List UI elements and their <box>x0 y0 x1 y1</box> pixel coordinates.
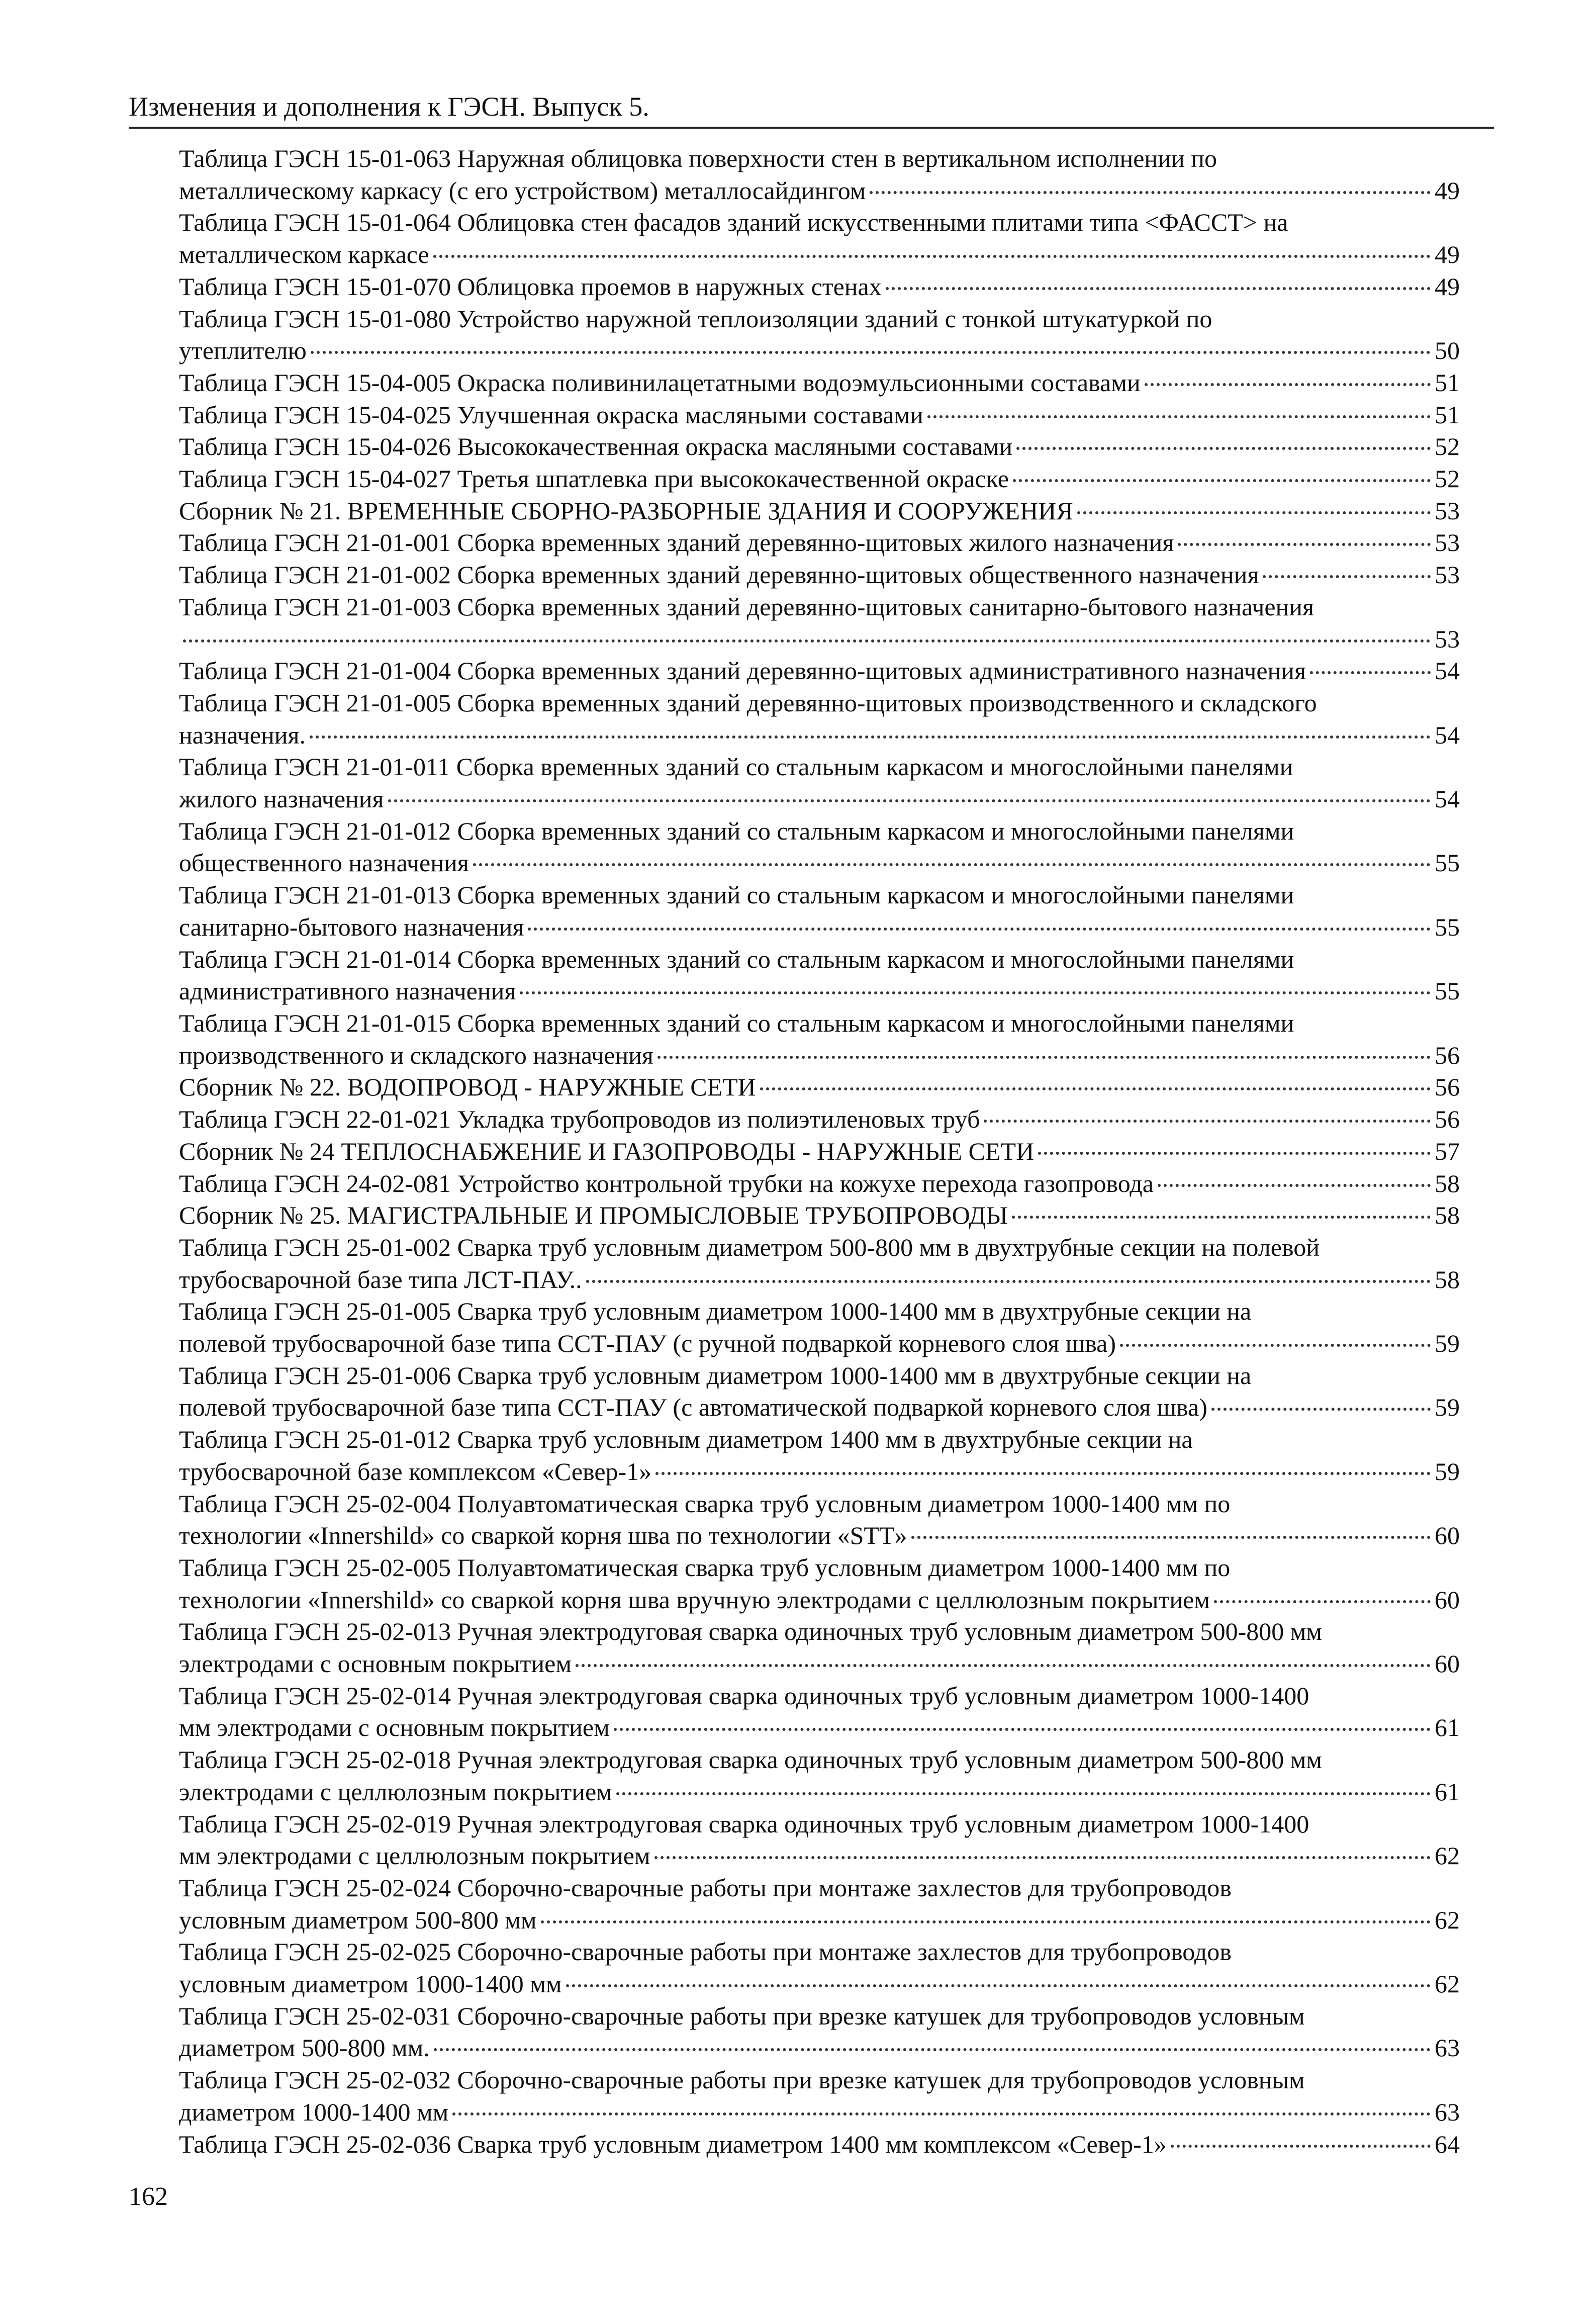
running-header: Изменения и дополнения к ГЭСН. Выпуск 5. <box>129 91 649 122</box>
toc-entry[interactable] <box>179 399 1460 431</box>
toc-leader-line <box>179 335 1460 367</box>
toc-leader-line <box>179 1904 1460 1937</box>
toc-entry-title-line: Таблица ГЭСН 21-01-003 Сборка временных зданий деревянно-щитовых санитарно-бытового назначения <box>179 592 1315 621</box>
toc-leader-line <box>179 239 1460 271</box>
toc-entry-text: электродами с целлюлозным покрытием <box>179 1777 612 1806</box>
toc-page-number: 61 <box>1435 1777 1460 1806</box>
toc-entry[interactable] <box>179 1808 1460 1872</box>
toc-entry[interactable] <box>179 1232 1460 1296</box>
toc-entry[interactable] <box>179 559 1460 591</box>
toc-entry[interactable] <box>179 687 1460 751</box>
toc-leader-line <box>179 1776 1460 1808</box>
dot-leader <box>1016 447 1431 450</box>
toc-entry-title-line: Таблица ГЭСН 25-01-002 Сварка труб условным диаметром 500-800 мм в двухтрубные секции на полевой <box>179 1233 1320 1261</box>
toc-entry-text: мм электродами с основным покрытием <box>179 1713 610 1742</box>
toc-entry[interactable] <box>179 1552 1460 1616</box>
toc-leader-line <box>179 367 1460 399</box>
toc-leader-line <box>179 1103 1460 1136</box>
toc-page-number: 55 <box>1435 977 1460 1005</box>
dot-leader <box>528 928 1431 931</box>
toc-entry[interactable] <box>179 1744 1460 1808</box>
toc-page-number: 55 <box>1435 849 1460 877</box>
toc-entry[interactable] <box>179 431 1460 463</box>
toc-leader-line <box>179 2032 1460 2064</box>
toc-entry[interactable] <box>179 463 1460 495</box>
dot-leader <box>1158 1184 1431 1187</box>
dot-leader <box>984 1120 1431 1123</box>
toc-page-number: 60 <box>1435 1649 1460 1678</box>
toc-leader-line <box>179 175 1460 207</box>
toc-entry-title-line: Таблица ГЭСН 21-01-014 Сборка временных зданий со стальным каркасом и многослойными панелями <box>179 945 1294 973</box>
toc-entry-title-line: Таблица ГЭСН 25-02-032 Сборочно-сварочные работы при врезке катушек для трубопроводов условным <box>179 2066 1305 2094</box>
toc-entry-title-line: Таблица ГЭСН 25-02-019 Ручная электродуговая сварка одиночных труб условным диаметром 1000-1400 <box>179 1809 1309 1838</box>
toc-entry[interactable] <box>179 1872 1460 1936</box>
dot-leader <box>1171 2145 1431 2148</box>
toc-entry[interactable] <box>179 1488 1460 1552</box>
toc-leader-line <box>179 1584 1460 1616</box>
toc-page-number: 54 <box>1435 720 1460 749</box>
toc-leader-line <box>179 2096 1460 2129</box>
page-number: 162 <box>129 2182 168 2211</box>
toc-leader-line <box>179 1328 1460 1360</box>
toc-page-number: 62 <box>1435 1970 1460 1998</box>
toc-entry[interactable] <box>179 815 1460 879</box>
toc-page-number: 52 <box>1435 432 1460 461</box>
toc-leader-line <box>179 399 1460 431</box>
toc-leader-line <box>179 559 1460 591</box>
toc-leader-line <box>179 1136 1460 1168</box>
toc-entry[interactable] <box>179 2064 1460 2128</box>
toc-page-number: 54 <box>1435 785 1460 813</box>
toc-entry-title-line: Таблица ГЭСН 25-02-014 Ручная электродуговая сварка одиночных труб условным диаметром 1000-1400 <box>179 1681 1309 1710</box>
dot-leader <box>654 1856 1431 1859</box>
toc-entry-text: диаметром 500-800 мм. <box>179 2034 430 2062</box>
toc-page-number: 63 <box>1435 2097 1460 2126</box>
toc-entry-title-line: Таблица ГЭСН 15-01-080 Устройство наружной теплоизоляции зданий с тонкой штукатуркой по <box>179 304 1212 333</box>
toc-leader-line <box>179 655 1460 687</box>
toc-entry-title-line: Таблица ГЭСН 25-01-005 Сварка труб условным диаметром 1000-1400 мм в двухтрубные секции на <box>179 1297 1252 1326</box>
dot-leader <box>586 1280 1431 1283</box>
toc-entry-text: Таблица ГЭСН 24-02-081 Устройство контрольной трубки на кожухе перехода газопровода <box>179 1169 1154 1198</box>
toc-entry[interactable] <box>179 207 1460 270</box>
toc-entry-text: Сборник № 24 ТЕПЛОСНАБЖЕНИЕ И ГАЗОПРОВОДЫ - НАРУЖНЫЕ СЕТИ <box>179 1137 1035 1165</box>
toc-leader-line <box>179 527 1460 559</box>
toc-page-number: 53 <box>1435 528 1460 557</box>
dot-leader <box>310 735 1431 739</box>
toc-entry-text: металлическому каркасу (с его устройством) металлосайдингом <box>179 176 866 205</box>
toc-entry-text: мм электродами с целлюлозным покрытием <box>179 1841 650 1870</box>
dot-leader <box>870 191 1431 194</box>
toc-entry-text: Таблица ГЭСН 21-01-001 Сборка временных зданий деревянно-щитовых жилого назначения <box>179 528 1174 557</box>
dot-leader <box>433 255 1431 258</box>
toc-entry-title-line: Таблица ГЭСН 21-01-013 Сборка временных зданий со стальным каркасом и многослойными панелями <box>179 881 1294 909</box>
toc-leader-line <box>179 495 1460 527</box>
toc-leader-line <box>179 271 1460 303</box>
toc-entry-title-line: Таблица ГЭСН 25-02-005 Полуавтоматическая сварка труб условным диаметром 1000-1400 мм по <box>179 1553 1231 1582</box>
toc-leader-line <box>179 719 1460 752</box>
dot-leader <box>614 1728 1431 1731</box>
toc-page-number: 49 <box>1435 272 1460 301</box>
dot-leader <box>388 799 1431 802</box>
toc-page-number: 56 <box>1435 1041 1460 1069</box>
toc-page-number: 61 <box>1435 1713 1460 1742</box>
toc-entry-text: диаметром 1000-1400 мм <box>179 2097 449 2126</box>
dot-leader <box>452 2112 1431 2115</box>
toc-page-number: 59 <box>1435 1393 1460 1422</box>
toc-entry-text: утеплителю <box>179 336 307 365</box>
dot-leader <box>311 351 1431 354</box>
toc-page-number: 60 <box>1435 1521 1460 1550</box>
toc-page-number: 60 <box>1435 1585 1460 1614</box>
toc-entry-text: санитарно-бытового назначения <box>179 912 524 941</box>
dot-leader <box>541 1920 1431 1923</box>
toc-entry[interactable] <box>179 1936 1460 2000</box>
toc-page-number: 49 <box>1435 176 1460 205</box>
toc-entry-text: условным диаметром 1000-1400 мм <box>179 1970 562 1998</box>
toc-entry-text: электродами с основным покрытием <box>179 1649 572 1678</box>
toc-entry-text: Таблица ГЭСН 22-01-021 Укладка трубопроводов из полиэтиленовых труб <box>179 1105 980 1134</box>
toc-entry[interactable] <box>179 751 1460 815</box>
toc-entry[interactable] <box>179 1360 1460 1424</box>
toc-leader-line <box>179 1520 1460 1552</box>
toc-leader-line <box>179 463 1460 495</box>
dot-leader <box>655 1472 1431 1475</box>
toc-entry[interactable] <box>179 1136 1460 1168</box>
dot-leader <box>520 991 1431 994</box>
toc-leader-line <box>179 911 1460 944</box>
dot-leader <box>1013 479 1431 482</box>
toc-page-number: 64 <box>1435 2130 1460 2158</box>
dot-leader <box>1012 1216 1431 1219</box>
toc-page-number: 62 <box>1435 1905 1460 1934</box>
toc-entry-text: Сборник № 22. ВОДОПРОВОД - НАРУЖНЫЕ СЕТИ <box>179 1073 756 1101</box>
toc-entry-title-line: Таблица ГЭСН 21-01-005 Сборка временных зданий деревянно-щитовых производственного и складского <box>179 688 1317 717</box>
toc-entry-text: Таблица ГЭСН 15-04-025 Улучшенная окраска масляными составами <box>179 400 923 429</box>
dot-leader <box>1077 511 1431 514</box>
toc-entry[interactable] <box>179 271 1460 303</box>
toc-leader-line <box>179 1264 1460 1296</box>
toc-entry-title-line: Таблица ГЭСН 15-01-064 Облицовка стен фасадов зданий искусственными плитами типа <ФАССТ> на <box>179 208 1288 237</box>
dot-leader <box>658 1056 1431 1059</box>
toc-entry-text: Таблица ГЭСН 25-02-036 Сварка труб условным диаметром 1400 мм комплексом «Север-1» <box>179 2130 1167 2158</box>
toc-entry-text: общественного назначения <box>179 849 469 877</box>
toc-entry-text: полевой трубосварочной базе типа ССТ-ПАУ (с ручной подваркой корневого слоя шва) <box>179 1329 1116 1358</box>
toc-entry-text: технологии «Innershild» со сваркой корня шва по технологии «STT» <box>179 1521 907 1550</box>
toc-entry-title-line: Таблица ГЭСН 21-01-015 Сборка временных зданий со стальным каркасом и многослойными панелями <box>179 1008 1294 1037</box>
toc-entry[interactable] <box>179 1200 1460 1232</box>
toc-page-number: 57 <box>1435 1137 1460 1165</box>
table-of-contents <box>179 143 1460 2160</box>
dot-leader <box>434 2048 1431 2051</box>
toc-entry-text: трубосварочной базе комплексом «Север-1» <box>179 1457 652 1486</box>
toc-entry-title-line: Таблица ГЭСН 15-01-063 Наружная облицовка поверхности стен в вертикальном исполнении по <box>179 144 1217 172</box>
toc-page-number: 59 <box>1435 1457 1460 1486</box>
toc-leader-line <box>179 1712 1460 1744</box>
toc-page-number: 55 <box>1435 912 1460 941</box>
toc-entry[interactable] <box>179 1103 1460 1136</box>
toc-leader-line <box>179 1040 1460 1072</box>
toc-page-number: 51 <box>1435 400 1460 429</box>
toc-page-number: 52 <box>1435 465 1460 493</box>
dot-leader <box>1310 671 1431 674</box>
toc-page-number: 58 <box>1435 1201 1460 1230</box>
toc-entry-title-line: Таблица ГЭСН 25-02-031 Сборочно-сварочные работы при врезке катушек для трубопроводов условным <box>179 2001 1305 2030</box>
toc-leader-line <box>179 1392 1460 1424</box>
toc-leader-line <box>179 2129 1460 2161</box>
toc-entry[interactable] <box>179 143 1460 207</box>
toc-entry-title-line: Таблица ГЭСН 25-01-012 Сварка труб условным диаметром 1400 мм в двухтрубные секции на <box>179 1425 1193 1454</box>
dot-leader <box>1211 1408 1431 1411</box>
toc-page-number: 62 <box>1435 1841 1460 1870</box>
toc-entry-title-line: Таблица ГЭСН 21-01-011 Сборка временных зданий со стальным каркасом и многослойными панелями <box>179 753 1293 781</box>
toc-entry-title-line: Таблица ГЭСН 21-01-012 Сборка временных зданий со стальным каркасом и многослойными панелями <box>179 816 1294 845</box>
dot-leader <box>1145 383 1431 386</box>
toc-entry-text: Таблица ГЭСН 15-04-005 Окраска поливинилацетатными водоэмульсионными составами <box>179 368 1141 397</box>
toc-entry[interactable] <box>179 1168 1460 1200</box>
toc-entry[interactable] <box>179 367 1460 399</box>
toc-entry[interactable] <box>179 1007 1460 1071</box>
dot-leader <box>886 287 1431 290</box>
toc-leader-line <box>179 431 1460 463</box>
dot-leader <box>927 415 1431 418</box>
dot-leader <box>616 1792 1431 1795</box>
toc-leader-line <box>179 1456 1460 1488</box>
toc-entry-text: административного назначения <box>179 977 516 1005</box>
toc-entry-title-line: Таблица ГЭСН 25-02-025 Сборочно-сварочные работы при монтаже захлестов для трубопроводов <box>179 1938 1232 1966</box>
toc-page-number: 49 <box>1435 240 1460 269</box>
toc-leader-line <box>179 975 1460 1007</box>
dot-leader <box>576 1664 1431 1667</box>
toc-entry[interactable] <box>179 303 1460 367</box>
toc-entry-text: условным диаметром 500-800 мм <box>179 1905 537 1934</box>
toc-entry[interactable] <box>179 1424 1460 1488</box>
toc-leader-line <box>179 1200 1460 1232</box>
toc-page-number: 53 <box>1435 624 1460 653</box>
dot-leader <box>473 863 1431 866</box>
toc-entry-text: жилого назначения <box>179 785 384 813</box>
toc-entry-title-line: Таблица ГЭСН 25-02-024 Сборочно-сварочные работы при монтаже захлестов для трубопроводов <box>179 1873 1232 1902</box>
toc-page-number: 51 <box>1435 368 1460 397</box>
toc-entry[interactable] <box>179 1680 1460 1744</box>
toc-entry-text: Таблица ГЭСН 15-04-026 Высококачественная окраска масляными составами <box>179 432 1013 461</box>
dot-leader <box>1120 1344 1431 1347</box>
dot-leader <box>566 1984 1431 1987</box>
toc-page-number: 59 <box>1435 1329 1460 1358</box>
toc-leader-line <box>179 623 1460 656</box>
toc-entry-title-line: Таблица ГЭСН 25-02-004 Полуавтоматическая сварка труб условным диаметром 1000-1400 мм по <box>179 1489 1231 1518</box>
toc-entry[interactable] <box>179 1071 1460 1103</box>
header-divider <box>129 127 1494 129</box>
dot-leader <box>1038 1152 1431 1155</box>
toc-page-number: 58 <box>1435 1265 1460 1294</box>
toc-entry-text: производственного и складского назначения <box>179 1041 653 1069</box>
toc-entry-text: назначения. <box>179 720 306 749</box>
toc-entry[interactable] <box>179 2129 1460 2161</box>
dot-leader <box>1214 1600 1431 1603</box>
toc-leader-line <box>179 1071 1460 1103</box>
toc-entry[interactable] <box>179 495 1460 527</box>
dot-leader <box>183 639 1431 642</box>
dot-leader <box>760 1087 1431 1090</box>
dot-leader <box>1263 575 1431 578</box>
toc-leader-line <box>179 1648 1460 1680</box>
toc-entry-text: Таблица ГЭСН 15-04-027 Третья шпатлевка при высококачественной окраске <box>179 465 1009 493</box>
toc-leader-line <box>179 1168 1460 1200</box>
toc-entry[interactable] <box>179 879 1460 943</box>
toc-entry-text: Таблица ГЭСН 21-01-002 Сборка временных зданий деревянно-щитовых общественного назначения <box>179 561 1259 589</box>
toc-leader-line <box>179 1968 1460 2000</box>
toc-leader-line <box>179 783 1460 815</box>
toc-entry[interactable] <box>179 2000 1460 2064</box>
toc-entry[interactable] <box>179 944 1460 1007</box>
toc-entry-text: Сборник № 21. ВРЕМЕННЫЕ СБОРНО-РАЗБОРНЫЕ ЗДАНИЯ И СООРУЖЕНИЯ <box>179 496 1073 525</box>
toc-entry-text: металлическом каркасе <box>179 240 429 269</box>
toc-entry-title-line: Таблица ГЭСН 25-02-013 Ручная электродуговая сварка одиночных труб условным диаметром 500-800 мм <box>179 1617 1323 1646</box>
toc-leader-line <box>179 847 1460 879</box>
toc-entry-text: полевой трубосварочной базе типа ССТ-ПАУ (с автоматической подваркой корневого слоя шва) <box>179 1393 1207 1422</box>
toc-entry-text: Таблица ГЭСН 15-01-070 Облицовка проемов в наружных стенах <box>179 272 882 301</box>
toc-leader-line <box>179 1840 1460 1872</box>
toc-entry[interactable] <box>179 527 1460 559</box>
toc-page-number: 53 <box>1435 496 1460 525</box>
toc-entry-text: технологии «Innershild» со сваркой корня шва вручную электродами с целлюлозным покрытием <box>179 1585 1210 1614</box>
toc-entry-title-line: Таблица ГЭСН 25-01-006 Сварка труб условным диаметром 1000-1400 мм в двухтрубные секции на <box>179 1361 1252 1390</box>
toc-entry[interactable] <box>179 591 1460 655</box>
toc-entry-text: Таблица ГЭСН 21-01-004 Сборка временных зданий деревянно-щитовых административного назначения <box>179 657 1306 685</box>
toc-page-number: 56 <box>1435 1105 1460 1134</box>
toc-entry-title-line: Таблица ГЭСН 25-02-018 Ручная электродуговая сварка одиночных труб условным диаметром 500-800 мм <box>179 1745 1323 1774</box>
toc-entry[interactable] <box>179 1616 1460 1680</box>
toc-entry-text: трубосварочной базе типа ЛСТ-ПАУ.. <box>179 1265 582 1294</box>
toc-page-number: 53 <box>1435 561 1460 589</box>
dot-leader <box>1178 543 1431 546</box>
dot-leader <box>911 1536 1431 1539</box>
toc-entry[interactable] <box>179 655 1460 687</box>
toc-page-number: 54 <box>1435 657 1460 685</box>
toc-page-number: 63 <box>1435 2034 1460 2062</box>
toc-page-number: 58 <box>1435 1169 1460 1198</box>
toc-page-number: 56 <box>1435 1073 1460 1101</box>
toc-page-number: 50 <box>1435 336 1460 365</box>
toc-entry-text: Сборник № 25. МАГИСТРАЛЬНЫЕ И ПРОМЫСЛОВЫЕ ТРУБОПРОВОДЫ <box>179 1201 1008 1230</box>
toc-entry[interactable] <box>179 1296 1460 1359</box>
